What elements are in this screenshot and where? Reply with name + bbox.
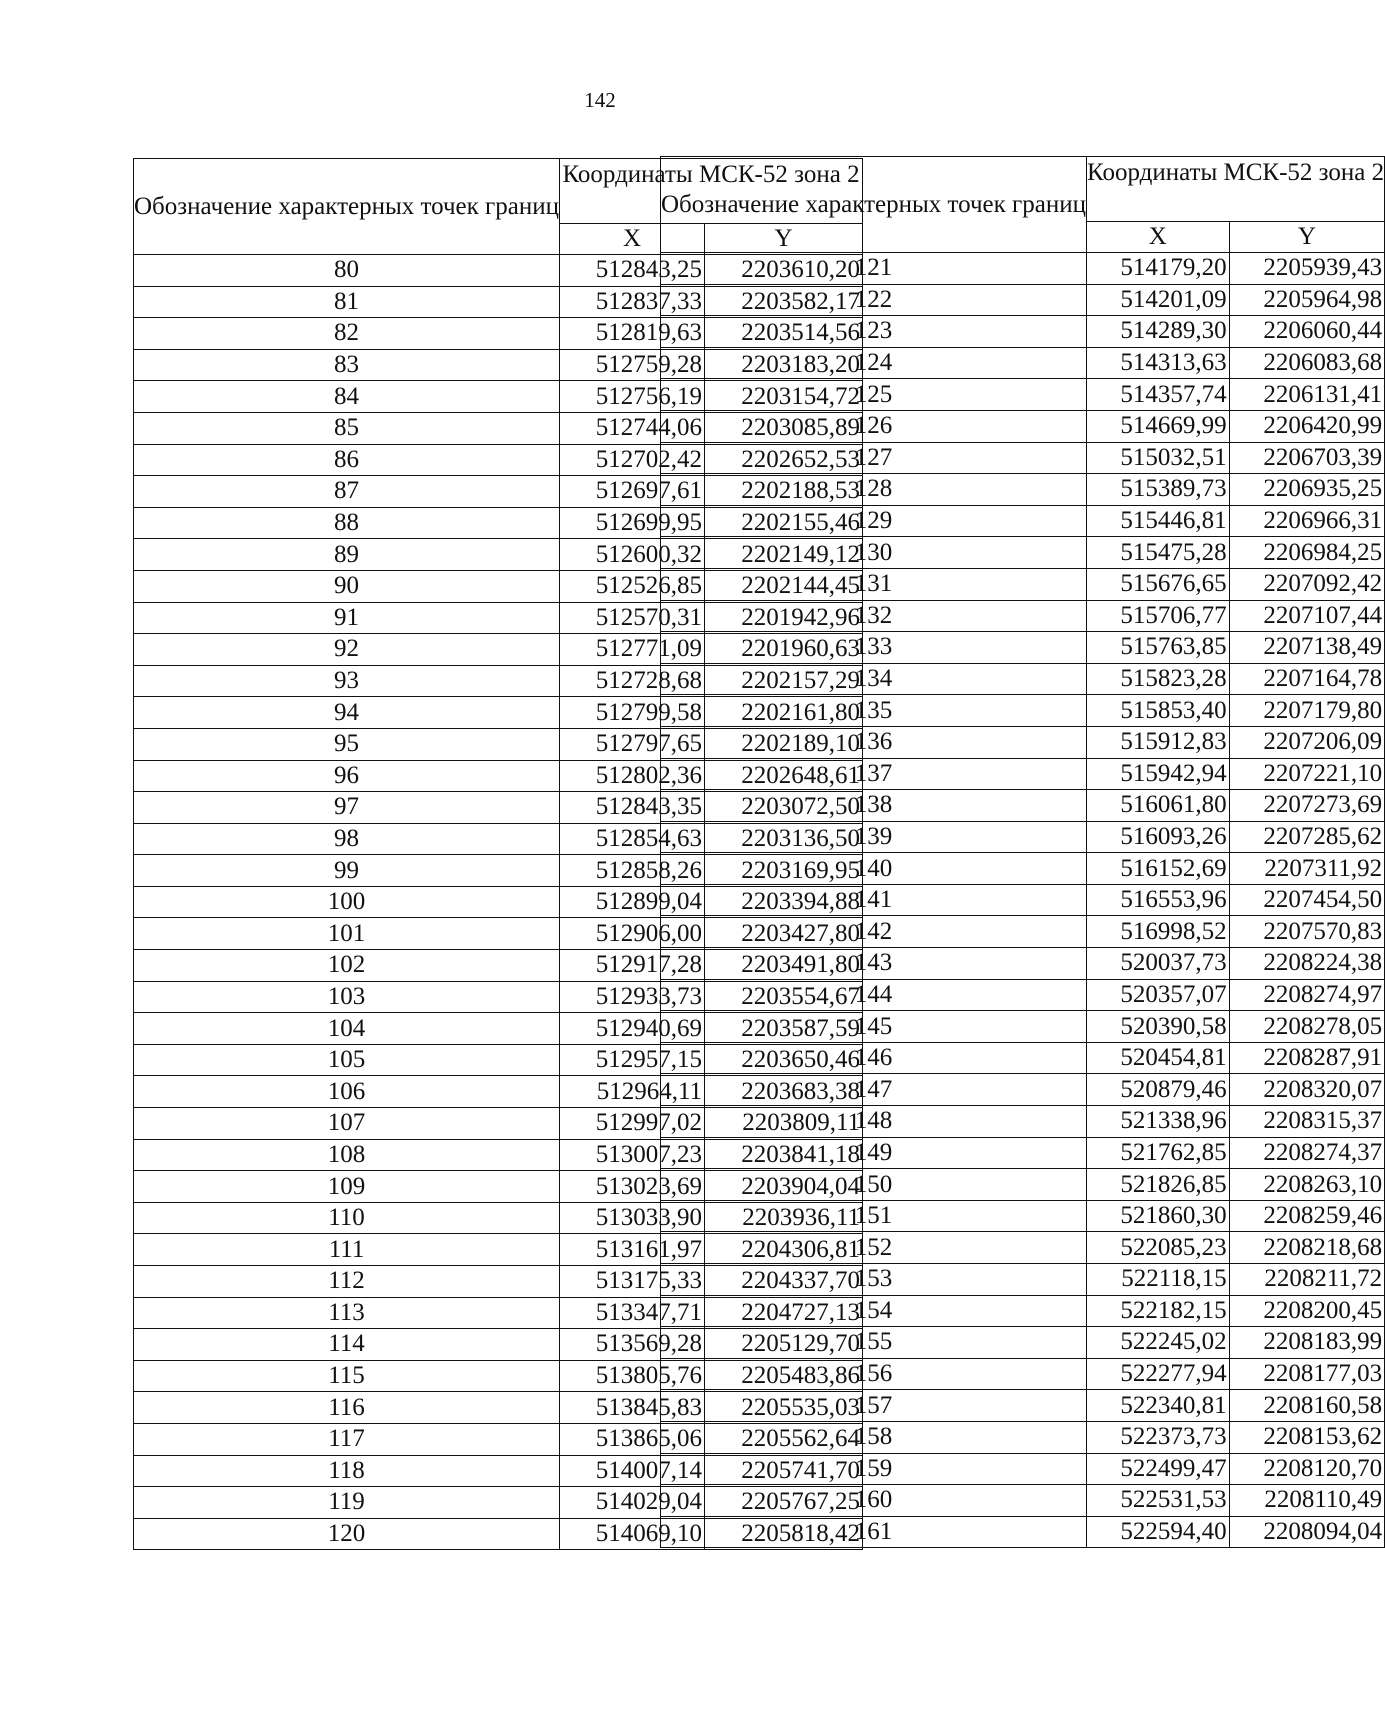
point-number-cell: 94 xyxy=(134,697,560,729)
y-coordinate-cell: 2205767,25 xyxy=(705,1487,863,1519)
y-coordinate-cell: 2206984,25 xyxy=(1229,537,1385,569)
x-coordinate-cell: 522499,47 xyxy=(1087,1453,1230,1485)
point-number-cell: 122 xyxy=(661,284,1087,316)
x-coordinate-cell: 512957,15 xyxy=(560,1044,705,1076)
y-coordinate-cell: 2202144,45 xyxy=(705,570,863,602)
table-row xyxy=(661,474,1385,506)
table-row xyxy=(661,1453,1385,1485)
header-x: X xyxy=(560,224,705,255)
y-coordinate-cell: 2208274,37 xyxy=(1229,1137,1385,1169)
table-row xyxy=(661,1327,1385,1359)
table-row xyxy=(661,568,1385,600)
x-coordinate-cell: 514007,14 xyxy=(560,1455,705,1487)
y-coordinate-cell: 2202189,10 xyxy=(705,728,863,760)
x-coordinate-cell: 512837,33 xyxy=(560,286,705,318)
y-coordinate-cell: 2203936,11 xyxy=(705,1202,863,1234)
point-number-cell: 85 xyxy=(134,412,560,444)
point-number-cell: 103 xyxy=(134,981,560,1013)
y-coordinate-cell: 2207273,69 xyxy=(1229,790,1385,822)
header-coordinates: Координаты МСК-52 зона 2 xyxy=(1087,157,1385,222)
point-number-cell: 100 xyxy=(134,886,560,918)
x-coordinate-cell: 515475,28 xyxy=(1087,537,1230,569)
point-number-cell: 144 xyxy=(661,979,1087,1011)
point-number-cell: 80 xyxy=(134,255,560,287)
x-coordinate-cell: 513865,06 xyxy=(560,1423,705,1455)
x-coordinate-cell: 513023,69 xyxy=(560,1171,705,1203)
table-row xyxy=(661,1074,1385,1106)
x-coordinate-cell: 515706,77 xyxy=(1087,600,1230,632)
page-number: 142 xyxy=(584,88,616,112)
table-row xyxy=(661,1421,1385,1453)
x-coordinate-cell: 521826,85 xyxy=(1087,1169,1230,1201)
y-coordinate-cell: 2207221,10 xyxy=(1229,758,1385,790)
x-coordinate-cell: 512799,58 xyxy=(560,697,705,729)
table-row xyxy=(661,884,1385,916)
y-coordinate-cell: 2208320,07 xyxy=(1229,1074,1385,1106)
table-row xyxy=(661,1042,1385,1074)
point-number-cell: 151 xyxy=(661,1200,1087,1232)
x-coordinate-cell: 514669,99 xyxy=(1087,410,1230,442)
x-coordinate-cell: 521762,85 xyxy=(1087,1137,1230,1169)
point-number-cell: 117 xyxy=(134,1423,560,1455)
point-number-cell: 133 xyxy=(661,632,1087,664)
x-coordinate-cell: 514069,10 xyxy=(560,1518,705,1550)
y-coordinate-cell: 2203809,11 xyxy=(705,1108,863,1140)
y-coordinate-cell: 2202652,53 xyxy=(705,444,863,476)
point-number-cell: 153 xyxy=(661,1264,1087,1296)
point-number-cell: 136 xyxy=(661,726,1087,758)
y-coordinate-cell: 2203072,50 xyxy=(705,792,863,824)
x-coordinate-cell: 522373,73 xyxy=(1087,1421,1230,1453)
point-number-cell: 157 xyxy=(661,1390,1087,1422)
point-number-cell: 119 xyxy=(134,1487,560,1519)
x-coordinate-cell: 512526,85 xyxy=(560,570,705,602)
header-x: X xyxy=(1087,222,1230,253)
point-number-cell: 116 xyxy=(134,1392,560,1424)
point-number-cell: 159 xyxy=(661,1453,1087,1485)
point-number-cell: 147 xyxy=(661,1074,1087,1106)
point-number-cell: 146 xyxy=(661,1042,1087,1074)
x-coordinate-cell: 512858,26 xyxy=(560,855,705,887)
y-coordinate-cell: 2202149,12 xyxy=(705,539,863,571)
y-coordinate-cell: 2203650,46 xyxy=(705,1044,863,1076)
table-row xyxy=(661,379,1385,411)
y-coordinate-cell: 2203169,95 xyxy=(705,855,863,887)
table-row xyxy=(661,1137,1385,1169)
y-coordinate-cell: 2203183,20 xyxy=(705,349,863,381)
y-coordinate-cell: 2203683,38 xyxy=(705,1076,863,1108)
x-coordinate-cell: 512933,73 xyxy=(560,981,705,1013)
y-coordinate-cell: 2208263,10 xyxy=(1229,1169,1385,1201)
point-number-cell: 97 xyxy=(134,792,560,824)
x-coordinate-cell: 512997,02 xyxy=(560,1108,705,1140)
table-row xyxy=(661,1200,1385,1232)
point-number-cell: 115 xyxy=(134,1360,560,1392)
table-row xyxy=(661,695,1385,727)
y-coordinate-cell: 2203136,50 xyxy=(705,823,863,855)
y-coordinate-cell: 2208177,03 xyxy=(1229,1358,1385,1390)
table-body xyxy=(661,253,1385,1548)
x-coordinate-cell: 516553,96 xyxy=(1087,884,1230,916)
x-coordinate-cell: 513007,23 xyxy=(560,1139,705,1171)
y-coordinate-cell: 2203554,67 xyxy=(705,981,863,1013)
x-coordinate-cell: 515912,83 xyxy=(1087,726,1230,758)
x-coordinate-cell: 515823,28 xyxy=(1087,663,1230,695)
y-coordinate-cell: 2208218,68 xyxy=(1229,1232,1385,1264)
y-coordinate-cell: 2208110,49 xyxy=(1229,1485,1385,1517)
x-coordinate-cell: 515853,40 xyxy=(1087,695,1230,727)
y-coordinate-cell: 2201942,96 xyxy=(705,602,863,634)
y-coordinate-cell: 2207164,78 xyxy=(1229,663,1385,695)
point-number-cell: 112 xyxy=(134,1266,560,1298)
y-coordinate-cell: 2208224,38 xyxy=(1229,948,1385,980)
x-coordinate-cell: 516152,69 xyxy=(1087,853,1230,885)
x-coordinate-cell: 512702,42 xyxy=(560,444,705,476)
x-coordinate-cell: 512819,63 xyxy=(560,318,705,350)
point-number-cell: 111 xyxy=(134,1234,560,1266)
point-number-cell: 152 xyxy=(661,1232,1087,1264)
table-row xyxy=(661,1358,1385,1390)
point-number-cell: 160 xyxy=(661,1485,1087,1517)
y-coordinate-cell: 2207311,92 xyxy=(1229,853,1385,885)
y-coordinate-cell: 2203427,80 xyxy=(705,918,863,950)
header-designation: Обозначение характерных точек границ xyxy=(134,159,560,255)
header-designation: Обозначение характерных точек границ xyxy=(661,157,1087,253)
y-coordinate-cell: 2203841,18 xyxy=(705,1139,863,1171)
y-coordinate-cell: 2208153,62 xyxy=(1229,1421,1385,1453)
table-row xyxy=(661,537,1385,569)
y-coordinate-cell: 2206703,39 xyxy=(1229,442,1385,474)
y-coordinate-cell: 2207092,42 xyxy=(1229,568,1385,600)
table-row xyxy=(661,979,1385,1011)
y-coordinate-cell: 2207570,83 xyxy=(1229,916,1385,948)
table-row xyxy=(661,284,1385,316)
x-coordinate-cell: 512899,04 xyxy=(560,886,705,918)
table-row xyxy=(661,442,1385,474)
x-coordinate-cell: 520390,58 xyxy=(1087,1011,1230,1043)
x-coordinate-cell: 513845,83 xyxy=(560,1392,705,1424)
y-coordinate-cell: 2208287,91 xyxy=(1229,1042,1385,1074)
point-number-cell: 101 xyxy=(134,918,560,950)
point-number-cell: 110 xyxy=(134,1202,560,1234)
table-row xyxy=(661,1390,1385,1422)
point-number-cell: 158 xyxy=(661,1421,1087,1453)
y-coordinate-cell: 2208211,72 xyxy=(1229,1264,1385,1296)
x-coordinate-cell: 520357,07 xyxy=(1087,979,1230,1011)
x-coordinate-cell: 512917,28 xyxy=(560,950,705,982)
x-coordinate-cell: 520037,73 xyxy=(1087,948,1230,980)
x-coordinate-cell: 522531,53 xyxy=(1087,1485,1230,1517)
y-coordinate-cell: 2204727,13 xyxy=(705,1297,863,1329)
point-number-cell: 137 xyxy=(661,758,1087,790)
header-y: Y xyxy=(705,224,863,255)
point-number-cell: 88 xyxy=(134,507,560,539)
point-number-cell: 113 xyxy=(134,1297,560,1329)
point-number-cell: 150 xyxy=(661,1169,1087,1201)
point-number-cell: 132 xyxy=(661,600,1087,632)
point-number-cell: 148 xyxy=(661,1106,1087,1138)
point-number-cell: 108 xyxy=(134,1139,560,1171)
x-coordinate-cell: 512906,00 xyxy=(560,918,705,950)
point-number-cell: 82 xyxy=(134,318,560,350)
table-row xyxy=(661,1264,1385,1296)
y-coordinate-cell: 2207138,49 xyxy=(1229,632,1385,664)
point-number-cell: 123 xyxy=(661,316,1087,348)
x-coordinate-cell: 514289,30 xyxy=(1087,316,1230,348)
x-coordinate-cell: 512744,06 xyxy=(560,412,705,444)
x-coordinate-cell: 512759,28 xyxy=(560,349,705,381)
table-row xyxy=(661,316,1385,348)
x-coordinate-cell: 515032,51 xyxy=(1087,442,1230,474)
table-row xyxy=(661,347,1385,379)
y-coordinate-cell: 2206083,68 xyxy=(1229,347,1385,379)
table-row xyxy=(661,253,1385,285)
y-coordinate-cell: 2205535,03 xyxy=(705,1392,863,1424)
y-coordinate-cell: 2205964,98 xyxy=(1229,284,1385,316)
y-coordinate-cell: 2205818,42 xyxy=(705,1518,863,1550)
y-coordinate-cell: 2207206,09 xyxy=(1229,726,1385,758)
table-row xyxy=(661,853,1385,885)
x-coordinate-cell: 512756,19 xyxy=(560,381,705,413)
x-coordinate-cell: 512570,31 xyxy=(560,602,705,634)
y-coordinate-cell: 2203582,17 xyxy=(705,286,863,318)
point-number-cell: 127 xyxy=(661,442,1087,474)
x-coordinate-cell: 512699,95 xyxy=(560,507,705,539)
x-coordinate-cell: 512697,61 xyxy=(560,476,705,508)
y-coordinate-cell: 2207454,50 xyxy=(1229,884,1385,916)
point-number-cell: 129 xyxy=(661,505,1087,537)
y-coordinate-cell: 2208120,70 xyxy=(1229,1453,1385,1485)
y-coordinate-cell: 2203610,20 xyxy=(705,255,863,287)
x-coordinate-cell: 512964,11 xyxy=(560,1076,705,1108)
y-coordinate-cell: 2202157,29 xyxy=(705,665,863,697)
y-coordinate-cell: 2206060,44 xyxy=(1229,316,1385,348)
x-coordinate-cell: 512843,35 xyxy=(560,792,705,824)
y-coordinate-cell: 2208259,46 xyxy=(1229,1200,1385,1232)
x-coordinate-cell: 521338,96 xyxy=(1087,1106,1230,1138)
y-coordinate-cell: 2203514,56 xyxy=(705,318,863,350)
x-coordinate-cell: 515446,81 xyxy=(1087,505,1230,537)
point-number-cell: 98 xyxy=(134,823,560,855)
point-number-cell: 83 xyxy=(134,349,560,381)
y-coordinate-cell: 2208200,45 xyxy=(1229,1295,1385,1327)
point-number-cell: 121 xyxy=(661,253,1087,285)
y-coordinate-cell: 2203491,80 xyxy=(705,950,863,982)
point-number-cell: 126 xyxy=(661,410,1087,442)
y-coordinate-cell: 2206935,25 xyxy=(1229,474,1385,506)
point-number-cell: 128 xyxy=(661,474,1087,506)
x-coordinate-cell: 515676,65 xyxy=(1087,568,1230,600)
x-coordinate-cell: 516093,26 xyxy=(1087,821,1230,853)
point-number-cell: 86 xyxy=(134,444,560,476)
table-row xyxy=(661,726,1385,758)
y-coordinate-cell: 2208160,58 xyxy=(1229,1390,1385,1422)
point-number-cell: 106 xyxy=(134,1076,560,1108)
y-coordinate-cell: 2205562,64 xyxy=(705,1423,863,1455)
y-coordinate-cell: 2206420,99 xyxy=(1229,410,1385,442)
point-number-cell: 118 xyxy=(134,1455,560,1487)
x-coordinate-cell: 522594,40 xyxy=(1087,1516,1230,1548)
x-coordinate-cell: 513347,71 xyxy=(560,1297,705,1329)
y-coordinate-cell: 2202648,61 xyxy=(705,760,863,792)
point-number-cell: 124 xyxy=(661,347,1087,379)
point-number-cell: 135 xyxy=(661,695,1087,727)
point-number-cell: 120 xyxy=(134,1518,560,1550)
x-coordinate-cell: 512843,25 xyxy=(560,255,705,287)
x-coordinate-cell: 513569,28 xyxy=(560,1329,705,1361)
y-coordinate-cell: 2207179,80 xyxy=(1229,695,1385,727)
x-coordinate-cell: 516998,52 xyxy=(1087,916,1230,948)
x-coordinate-cell: 522340,81 xyxy=(1087,1390,1230,1422)
point-number-cell: 102 xyxy=(134,950,560,982)
y-coordinate-cell: 2205483,86 xyxy=(705,1360,863,1392)
table-row xyxy=(661,948,1385,980)
table-row xyxy=(661,663,1385,695)
point-number-cell: 91 xyxy=(134,602,560,634)
y-coordinate-cell: 2205129,70 xyxy=(705,1329,863,1361)
point-number-cell: 104 xyxy=(134,1013,560,1045)
table-row xyxy=(661,1169,1385,1201)
x-coordinate-cell: 513175,33 xyxy=(560,1266,705,1298)
table-row xyxy=(661,1232,1385,1264)
point-number-cell: 125 xyxy=(661,379,1087,411)
y-coordinate-cell: 2202161,80 xyxy=(705,697,863,729)
y-coordinate-cell: 2205939,43 xyxy=(1229,253,1385,285)
x-coordinate-cell: 512940,69 xyxy=(560,1013,705,1045)
point-number-cell: 156 xyxy=(661,1358,1087,1390)
y-coordinate-cell: 2208274,97 xyxy=(1229,979,1385,1011)
point-number-cell: 96 xyxy=(134,760,560,792)
y-coordinate-cell: 2202188,53 xyxy=(705,476,863,508)
x-coordinate-cell: 513805,76 xyxy=(560,1360,705,1392)
x-coordinate-cell: 522182,15 xyxy=(1087,1295,1230,1327)
point-number-cell: 90 xyxy=(134,570,560,602)
point-number-cell: 130 xyxy=(661,537,1087,569)
table-row xyxy=(661,1011,1385,1043)
x-coordinate-cell: 512797,65 xyxy=(560,728,705,760)
y-coordinate-cell: 2203154,72 xyxy=(705,381,863,413)
x-coordinate-cell: 521860,30 xyxy=(1087,1200,1230,1232)
point-number-cell: 105 xyxy=(134,1044,560,1076)
point-number-cell: 141 xyxy=(661,884,1087,916)
point-number-cell: 149 xyxy=(661,1137,1087,1169)
x-coordinate-cell: 512771,09 xyxy=(560,634,705,666)
y-coordinate-cell: 2203587,59 xyxy=(705,1013,863,1045)
y-coordinate-cell: 2202155,46 xyxy=(705,507,863,539)
x-coordinate-cell: 522277,94 xyxy=(1087,1358,1230,1390)
table-row xyxy=(661,632,1385,664)
header-y: Y xyxy=(1229,222,1385,253)
table-row xyxy=(661,505,1385,537)
y-coordinate-cell: 2205741,70 xyxy=(705,1455,863,1487)
x-coordinate-cell: 512802,36 xyxy=(560,760,705,792)
y-coordinate-cell: 2208315,37 xyxy=(1229,1106,1385,1138)
point-number-cell: 138 xyxy=(661,790,1087,822)
point-number-cell: 114 xyxy=(134,1329,560,1361)
point-number-cell: 87 xyxy=(134,476,560,508)
y-coordinate-cell: 2207285,62 xyxy=(1229,821,1385,853)
point-number-cell: 99 xyxy=(134,855,560,887)
x-coordinate-cell: 512854,63 xyxy=(560,823,705,855)
point-number-cell: 155 xyxy=(661,1327,1087,1359)
x-coordinate-cell: 514357,74 xyxy=(1087,379,1230,411)
point-number-cell: 139 xyxy=(661,821,1087,853)
x-coordinate-cell: 514029,04 xyxy=(560,1487,705,1519)
point-number-cell: 145 xyxy=(661,1011,1087,1043)
y-coordinate-cell: 2203085,89 xyxy=(705,412,863,444)
x-coordinate-cell: 515942,94 xyxy=(1087,758,1230,790)
x-coordinate-cell: 514201,09 xyxy=(1087,284,1230,316)
x-coordinate-cell: 516061,80 xyxy=(1087,790,1230,822)
point-number-cell: 92 xyxy=(134,634,560,666)
y-coordinate-cell: 2204306,81 xyxy=(705,1234,863,1266)
point-number-cell: 142 xyxy=(661,916,1087,948)
x-coordinate-cell: 515389,73 xyxy=(1087,474,1230,506)
point-number-cell: 161 xyxy=(661,1516,1087,1548)
table-row xyxy=(661,1295,1385,1327)
point-number-cell: 95 xyxy=(134,728,560,760)
x-coordinate-cell: 520454,81 xyxy=(1087,1042,1230,1074)
point-number-cell: 143 xyxy=(661,948,1087,980)
x-coordinate-cell: 522245,02 xyxy=(1087,1327,1230,1359)
x-coordinate-cell: 514179,20 xyxy=(1087,253,1230,285)
table-row xyxy=(661,916,1385,948)
x-coordinate-cell: 522118,15 xyxy=(1087,1264,1230,1296)
x-coordinate-cell: 512600,32 xyxy=(560,539,705,571)
point-number-cell: 107 xyxy=(134,1108,560,1140)
y-coordinate-cell: 2204337,70 xyxy=(705,1266,863,1298)
table-row xyxy=(661,600,1385,632)
y-coordinate-cell: 2203904,04 xyxy=(705,1171,863,1203)
point-number-cell: 89 xyxy=(134,539,560,571)
point-number-cell: 131 xyxy=(661,568,1087,600)
point-number-cell: 134 xyxy=(661,663,1087,695)
y-coordinate-cell: 2201960,63 xyxy=(705,634,863,666)
table-row xyxy=(661,758,1385,790)
table-row xyxy=(661,1516,1385,1548)
x-coordinate-cell: 515763,85 xyxy=(1087,632,1230,664)
point-number-cell: 109 xyxy=(134,1171,560,1203)
table-row xyxy=(661,1485,1385,1517)
y-coordinate-cell: 2208094,04 xyxy=(1229,1516,1385,1548)
point-number-cell: 81 xyxy=(134,286,560,318)
table-row xyxy=(661,821,1385,853)
x-coordinate-cell: 514313,63 xyxy=(1087,347,1230,379)
y-coordinate-cell: 2203394,88 xyxy=(705,886,863,918)
y-coordinate-cell: 2206131,41 xyxy=(1229,379,1385,411)
x-coordinate-cell: 513033,90 xyxy=(560,1202,705,1234)
table-row xyxy=(661,1106,1385,1138)
y-coordinate-cell: 2206966,31 xyxy=(1229,505,1385,537)
point-number-cell: 154 xyxy=(661,1295,1087,1327)
x-coordinate-cell: 512728,68 xyxy=(560,665,705,697)
table-row xyxy=(661,410,1385,442)
point-number-cell: 140 xyxy=(661,853,1087,885)
header-coordinates: Координаты МСК-52 зона 2 xyxy=(560,159,863,224)
y-coordinate-cell: 2208278,05 xyxy=(1229,1011,1385,1043)
point-number-cell: 93 xyxy=(134,665,560,697)
x-coordinate-cell: 522085,23 xyxy=(1087,1232,1230,1264)
table-row xyxy=(661,790,1385,822)
x-coordinate-cell: 520879,46 xyxy=(1087,1074,1230,1106)
y-coordinate-cell: 2208183,99 xyxy=(1229,1327,1385,1359)
x-coordinate-cell: 513161,97 xyxy=(560,1234,705,1266)
y-coordinate-cell: 2207107,44 xyxy=(1229,600,1385,632)
point-number-cell: 84 xyxy=(134,381,560,413)
coordinates-table-right xyxy=(660,156,1385,1548)
